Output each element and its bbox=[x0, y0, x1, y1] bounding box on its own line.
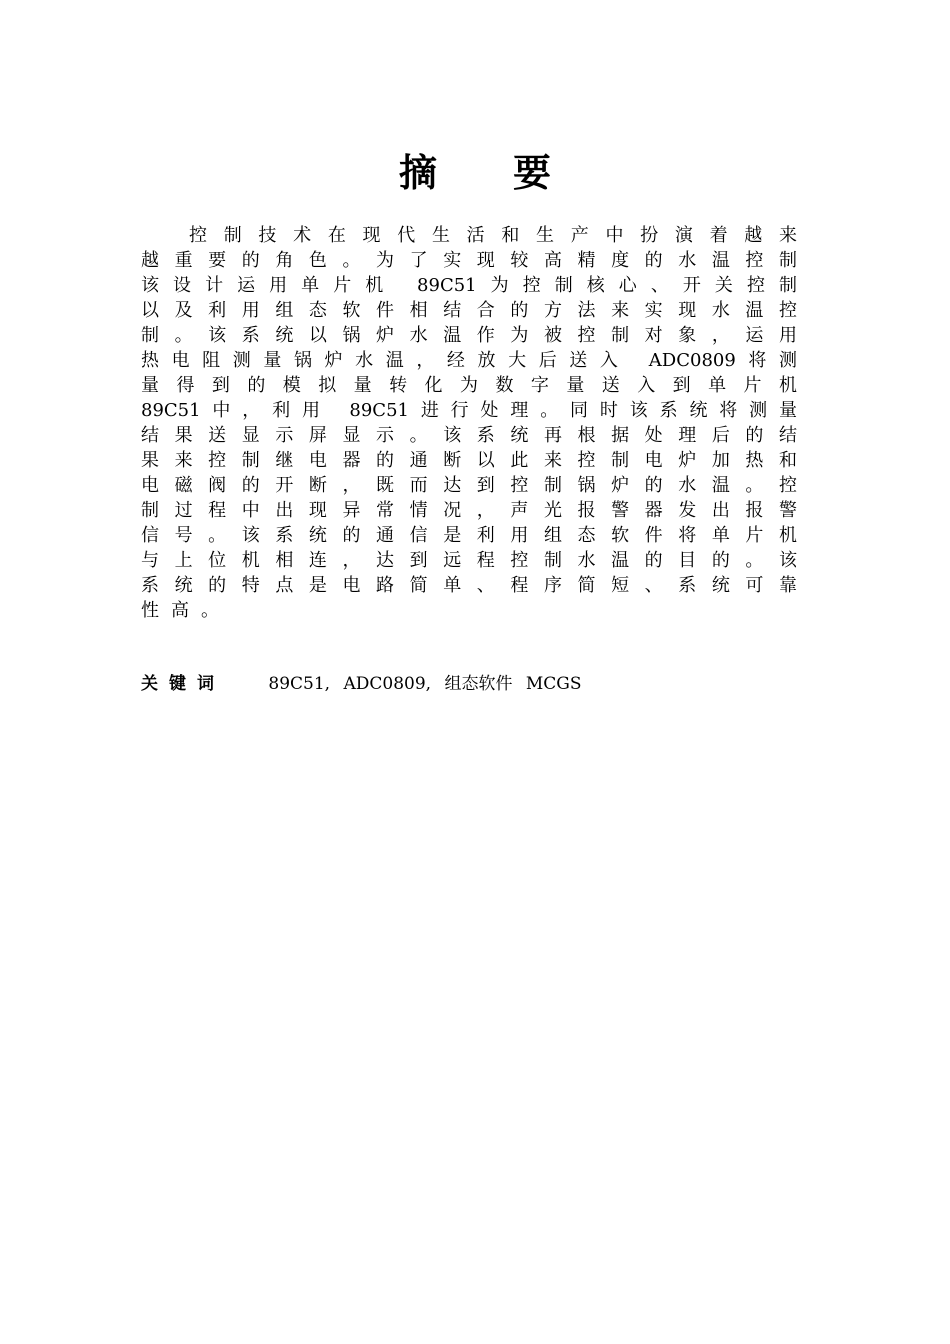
abstract-line: 该设计运用单片机 89C51为控制核心、开关控制 bbox=[141, 275, 797, 296]
abstract-line: 与上位机相连，达到远程控制水温的目的。该 bbox=[141, 550, 797, 571]
abstract-line: 89C51中，利用 89C51进行处理。同时该系统将测量 bbox=[141, 400, 797, 421]
abstract-line: 性高。 bbox=[141, 600, 231, 621]
abstract-line: 系统的特点是电路简单、程序简短、系统可靠 bbox=[141, 575, 797, 596]
keywords-label: 关键词 bbox=[141, 674, 225, 694]
abstract-body bbox=[141, 223, 797, 623]
keywords-value: 89C51, ADC0809, 组态软件 MCGS bbox=[268, 674, 582, 694]
abstract-line: 信号。该系统的通信是利用组态软件将单片机 bbox=[141, 525, 797, 546]
abstract-line: 越重要的角色。为了实现较高精度的水温控制 bbox=[141, 250, 797, 271]
keywords-row bbox=[141, 671, 582, 697]
abstract-line: 制过程中出现异常情况，声光报警器发出报警 bbox=[141, 500, 797, 521]
abstract-line: 制。该系统以锅炉水温作为被控制对象，运用 bbox=[141, 325, 797, 346]
abstract-line: 热电阻测量锅炉水温，经放大后送入 ADC0809将测 bbox=[141, 350, 797, 371]
abstract-line: 控制技术在现代生活和生产中扮演着越来 bbox=[189, 225, 797, 246]
abstract-line: 以及利用组态软件相结合的方法来实现水温控 bbox=[141, 300, 797, 321]
abstract-line: 结果送显示屏显示。该系统再根据处理后的结 bbox=[141, 425, 797, 446]
abstract-line: 果来控制继电器的通断以此来控制电炉加热和 bbox=[141, 450, 797, 471]
page-title: 摘要 bbox=[398, 151, 627, 195]
abstract-line: 量得到的模拟量转化为数字量送入到单片机 bbox=[141, 375, 797, 396]
abstract-line: 电磁阀的开断，既而达到控制锅炉的水温。控 bbox=[141, 475, 797, 496]
